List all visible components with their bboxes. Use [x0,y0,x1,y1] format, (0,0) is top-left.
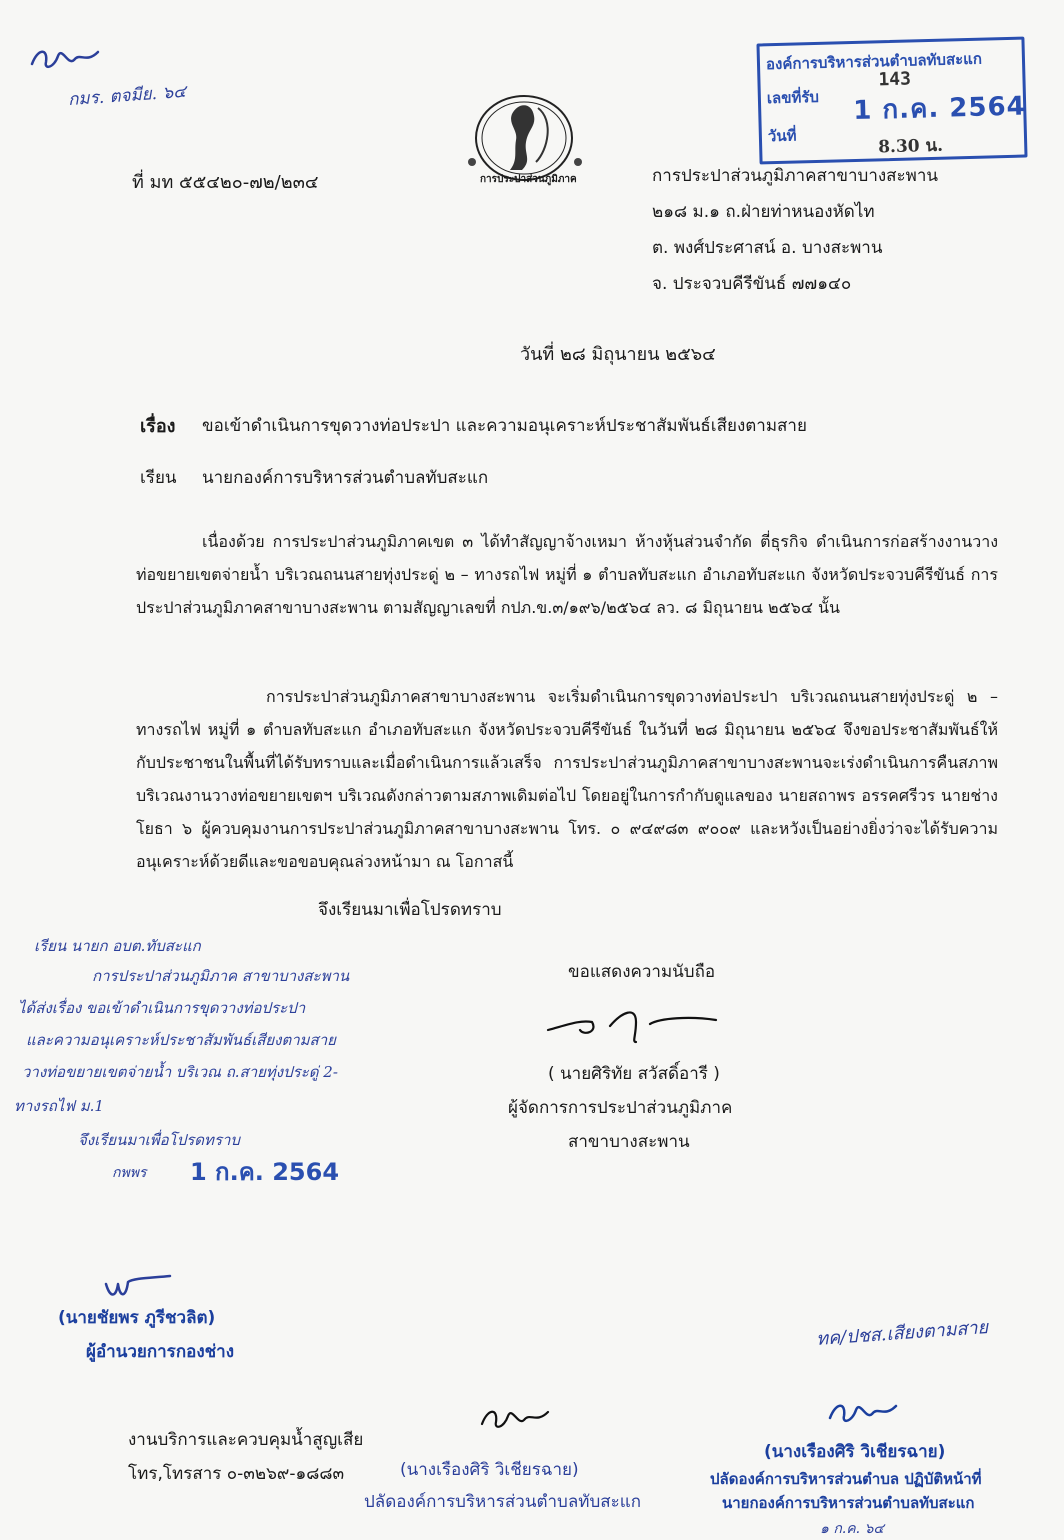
logo-text: การประปาส่วนภูมิภาค [480,174,577,185]
subject: ขอเข้าดำเนินการขุดวางท่อประปา และความอนุเคราะห์ประชาสัมพันธ์เสียงตามสาย [202,416,807,436]
salutation-label: เรียน [140,468,177,488]
footer-department: งานบริการและควบคุมน้ำสูญเสีย [128,1430,364,1450]
memo-line: วางท่อขยายเขตจ่ายน้ำ บริเวณ ถ.สายทุ่งประดู่ 2- [22,1063,338,1081]
signer-title-line1: ผู้จัดการการประปาส่วนภูมิภาค [508,1098,733,1118]
memo-line: ทางรถไฟ ม.1 [14,1097,104,1115]
stamp-org: องค์การบริหารส่วนตำบลทับสะแก [765,49,983,74]
signer-name: ( นายศิริทัย สวัสดิ์อารี ) [548,1064,720,1084]
memo-line: ได้ส่งเรื่อง ขอเข้าดำเนินการขุดวางท่อประปา [18,999,306,1017]
stamp-time: 8.30 น. [877,135,944,158]
signer-signature-icon [540,1002,720,1052]
memo-date-stamp: 1 ก.ค. 2564 [190,1158,340,1186]
deputy-center-name: (นางเรืองศิริ วิเชียรฉาย) [400,1460,579,1480]
stamp-date-value: 1 ก.ค. 2564 [852,91,1027,127]
right-annotation: ทค/ปชส.เสียงตามสาย [815,1317,989,1350]
address-line: ๒๑๘ ม.๑ ถ.ฝ่ายท่าหนองหัดไท [652,202,875,222]
closing-line: จึงเรียนมาเพื่อโปรดทราบ [318,900,502,920]
director-title: ผู้อำนวยการกองช่าง [86,1342,235,1362]
top-left-annotation-text: กมร. ตจมีย. ๖๔ [67,81,187,111]
address-line: ต. พงศ์ประศาสน์ อ. บางสะพาน [652,238,883,258]
initials-signature-icon [28,38,108,78]
signer-title-line2: สาขาบางสะพาน [568,1132,690,1152]
stamp-date-label: วันที่ [767,126,797,146]
body-paragraph-2: การประปาส่วนภูมิภาคสาขาบางสะพาน จะเริ่มดำเนินการขุดวางท่อประปา บริเวณถนนสายทุ่งประดู่ ๒ – ทางรถไฟ หมู่ที่ ๑ ตำบลทับสะแก อำเภอทับสะแก จังหวัดประจวบคีรีขันธ์ ในวันที่ ๒๘ มิถุนายน ๒๕๖๔ จึงขอประชาสัมพันธ์ให้กับประชาชนในพื้นที่ได้รับทราบและเมื่อดำเนินการแล้วเสร็จ การประปาส่วนภูมิภาคสาขาบางสะพานจะเร่งดำเนินการคืนสภาพบริเวณงานวางท่อขยายเขตฯ บริเวณดังกล่าวตามสภาพเดิมต่อไป โดยอยู่ในการกำกับดูแลของ นายสถาพร อรรคศรีวร นายช่างโยธา ๖ ผู้ควบคุมงานการประปาส่วนภูมิภาคสาขาบางสะพาน โทร. ๐ ๙๔๙๘๓ ๙๐๐๙ และหวังเป็นอย่างยิ่งว่าจะได้รับความอนุเคราะห์ด้วยดีและขอขอบคุณล่วงหน้ามา ณ โอกาสนี้ [136,687,998,871]
deputy-right-title-line1: ปลัดองค์การบริหารส่วนตำบล ปฏิบัติหน้าที่ [710,1470,982,1488]
pwa-logo [462,90,590,194]
received-stamp [756,37,1027,165]
date-line: วันที่ ๒๘ มิถุนายน ๒๕๖๔ [520,344,716,365]
footer-phone: โทร,โทรสาร ๐-๓๒๖๙-๑๘๘๓ [128,1464,345,1484]
deputy-center-signature-icon [478,1398,558,1438]
stamp-number: 143 [878,68,912,91]
body-paragraph-1: เนื่องด้วย การประปาส่วนภูมิภาคเขต ๓ ได้ทำสัญญาจ้างเหมา ห้างหุ้นส่วนจำกัด ตี่ธุรกิจ ดำเนินการก่อสร้างงานวางท่อขยายเขตจ่ายน้ำ บริเวณถนนสายทุ่งประดู่ ๒ – ทางรถไฟ หมู่ที่ ๑ ตำบลทับสะแก อำเภอทับสะแก จังหวัดประจวบคีรีขันธ์ การประปาส่วนภูมิภาคสาขาบางสะพาน ตามสัญญาเลขที่ กปภ.ข.๓/๑๙๖/๒๕๖๔ ลว. ๘ มิถุนายน ๒๕๖๔ นั้น [136,532,998,617]
salutation: นายกองค์การบริหารส่วนตำบลทับสะแก [202,468,489,488]
doc-number: ที่ มท ๕๕๔๒๐-๗๒/๒๓๔ [132,172,319,193]
deputy-center-title: ปลัดองค์การบริหารส่วนตำบลทับสะแก [364,1492,641,1512]
memo-line: การประปาส่วนภูมิภาค สาขาบางสะพาน [92,967,350,985]
deputy-right-name: (นางเรืองศิริ วิเชียรฉาย) [764,1442,946,1462]
deputy-right-signature-icon [826,1392,906,1432]
director-name: (นายชัยพร ภูรีชวลิต) [58,1308,216,1328]
subject-label: เรื่อง [140,416,176,437]
deputy-right-date: ๑ ก.ค. ๖๔ [820,1521,885,1537]
memo-line: เรียน นายก อบต.ทับสะแก [34,937,201,955]
director-signature-icon [100,1264,180,1304]
memo-line: จึงเรียนมาเพื่อโปรดทราบ [78,1131,240,1149]
memo-date-label: กพพร [112,1165,147,1181]
handwritten-memo [12,930,432,1190]
address-line: การประปาส่วนภูมิภาคสาขาบางสะพาน [652,166,939,186]
address-line: จ. ประจวบคีรีขันธ์ ๗๗๑๔๐ [652,274,852,294]
memo-line: และความอนุเคราะห์ประชาสัมพันธ์เสียงตามสาย [26,1031,336,1049]
stamp-number-label: เลขที่รับ [766,87,820,108]
respect-line: ขอแสดงความนับถือ [568,962,716,982]
deputy-right-title-line2: นายกองค์การบริหารส่วนตำบลทับสะแก [722,1494,975,1512]
